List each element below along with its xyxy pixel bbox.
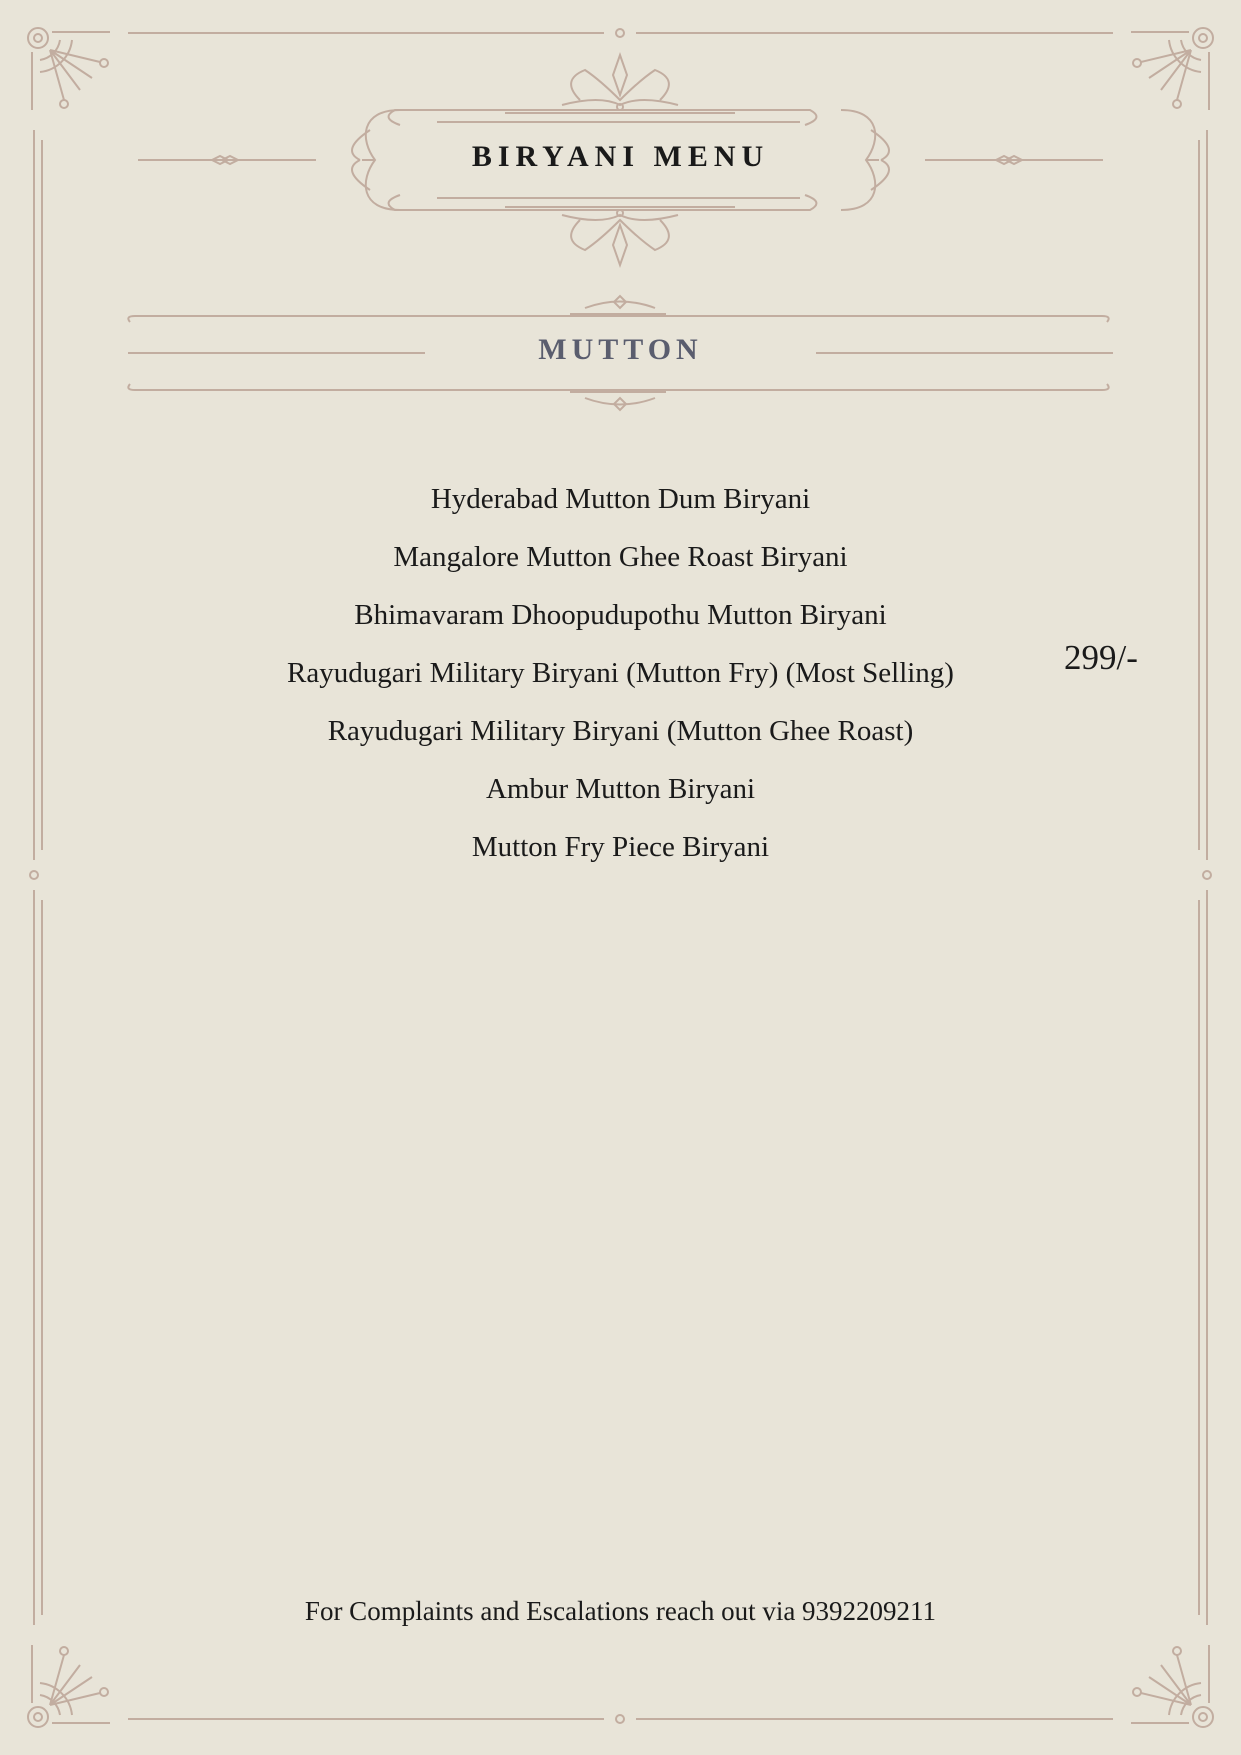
menu-items-list (0, 470, 1241, 876)
menu-item: Bhimavaram Dhoopudupothu Mutton Biryani (354, 599, 887, 631)
section-heading: MUTTON (538, 333, 703, 366)
menu-item: Mutton Fry Piece Biryani (471, 831, 770, 863)
footer-contact: For Complaints and Escalations reach out via 9392209211 (304, 1596, 937, 1626)
menu-item: Rayudugari Military Biryani (Mutton Ghee Roast) (327, 715, 914, 747)
menu-item: Rayudugari Military Biryani (Mutton Fry) (Most Selling) (287, 657, 954, 689)
menu-item: Hyderabad Mutton Dum Biryani (430, 483, 811, 515)
menu-item: Mangalore Mutton Ghee Roast Biryani (393, 541, 848, 573)
menu-item: Ambur Mutton Biryani (485, 773, 756, 805)
menu-title: BIRYANI MENU (471, 140, 770, 173)
price-label: 299/- (1064, 638, 1138, 677)
